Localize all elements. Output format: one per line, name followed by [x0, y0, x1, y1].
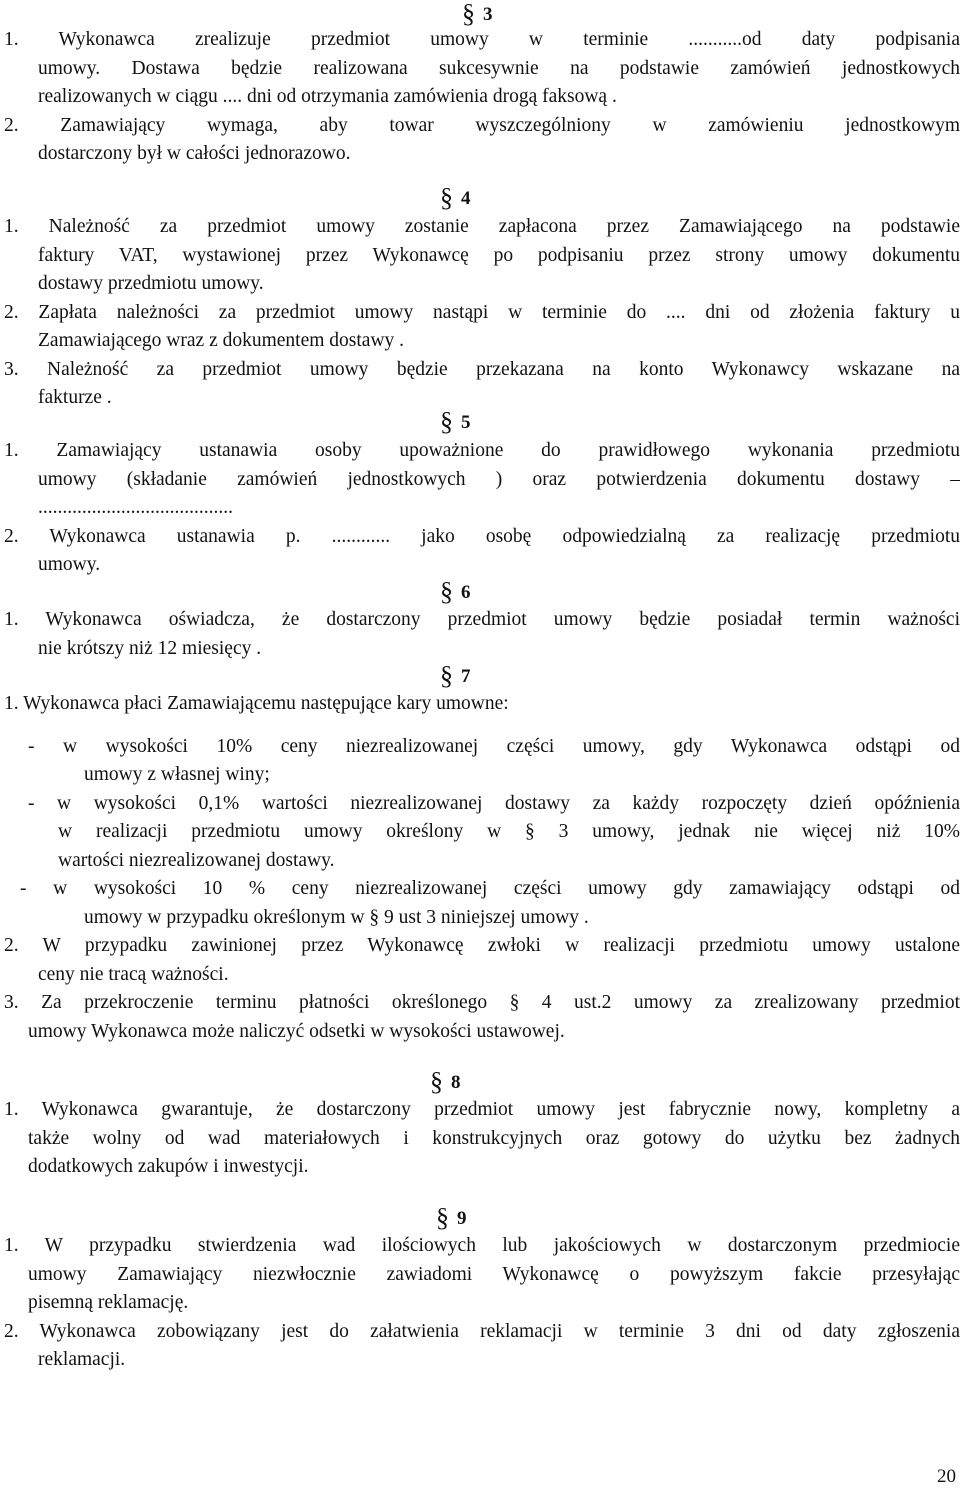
paragraph-line: umowy Zamawiający niezwłocznie zawiadomi Wykonawcę o powyższym fakcie przesyłając: [28, 1263, 960, 1285]
paragraph-line: 2. Wykonawca ustanawia p. ............ jako osobę odpowiedzialną za realizację przedmiotu: [4, 525, 960, 547]
paragraph-line: realizowanych w ciągu .... dni od otrzymania zamówienia drogą faksową .: [38, 86, 617, 107]
section-symbol: §: [440, 577, 453, 606]
paragraph-line: fakturze .: [38, 387, 112, 408]
paragraph-line: 1. Wykonawca zrealizuje przedmiot umowy w terminie ...........od daty podpisania: [4, 29, 960, 50]
paragraph-line: 2. Zapłata należności za przedmiot umowy nastąpi w terminie do .... dni od złożenia faktury u: [4, 301, 960, 323]
section-6-body: [0, 606, 960, 663]
section-symbol: §: [430, 1067, 443, 1096]
section-symbol: §: [462, 0, 475, 28]
paragraph-line: także wolny od wad materiałowych i konstrukcyjnych oraz gotowy do użytku bez żadnych: [28, 1127, 960, 1149]
paragraph-line: 1. Wykonawca płaci Zamawiającemu następujące kary umowne:: [4, 693, 509, 714]
section-number: 6: [461, 582, 471, 603]
paragraph-line: 2. W przypadku zawinionej przez Wykonawcę zwłoki w realizacji przedmiotu umowy ustalone: [4, 935, 960, 956]
section-number: 3: [483, 4, 493, 25]
section-symbol: §: [440, 183, 453, 212]
page-number: 20: [937, 1466, 956, 1487]
section-symbol: §: [440, 407, 453, 436]
paragraph-line: - w wysokości 10% ceny niezrealizowanej części umowy, gdy Wykonawca odstąpi od: [28, 735, 960, 757]
paragraph-line: ceny nie tracą ważności.: [38, 963, 229, 985]
paragraph-line: 1. Należność za przedmiot umowy zostanie zapłacona przez Zamawiającego na podstawie: [4, 216, 960, 237]
paragraph-line: umowy w przypadku określonym w § 9 ust 3 niniejszej umowy .: [84, 906, 589, 928]
section-5-body: [0, 437, 960, 580]
paragraph-line: dostarczony był w całości jednorazowo.: [38, 143, 351, 164]
paragraph-line: umowy (składanie zamówień jednostkowych ) oraz potwierdzenia dokumentu dostawy –: [38, 468, 960, 490]
section-heading-4: [0, 183, 960, 212]
paragraph-line: - w wysokości 10 % ceny niezrealizowanej części umowy gdy zamawiający odstąpi od: [20, 878, 960, 899]
section-symbol: §: [440, 661, 453, 690]
section-number: 9: [457, 1208, 467, 1229]
paragraph-line: 1. W przypadku stwierdzenia wad ilościowych lub jakościowych w dostarczonym przedmiocie: [4, 1235, 960, 1256]
paragraph-line: umowy Wykonawca może naliczyć odsetki w wysokości ustawowej.: [28, 1020, 565, 1042]
section-8-body: [0, 1096, 960, 1182]
section-heading-5: [0, 407, 960, 436]
paragraph-line: Zamawiającego wraz z dokumentem dostawy .: [38, 330, 405, 351]
paragraph-line: 1. Wykonawca gwarantuje, że dostarczony przedmiot umowy jest fabrycznie nowy, kompletny a: [4, 1099, 960, 1120]
section-heading-6: [0, 577, 960, 606]
paragraph-line: 2. Zamawiający wymaga, aby towar wyszczególniony w zamówieniu jednostkowym: [4, 114, 960, 136]
paragraph-line: dodatkowych zakupów i inwestycji.: [28, 1156, 309, 1177]
paragraph-line: nie krótszy niż 12 miesięcy .: [38, 637, 262, 659]
section-number: 4: [461, 188, 471, 209]
paragraph-line: 2. Wykonawca zobowiązany jest do załatwienia reklamacji w terminie 3 dni od daty zgłoszenia: [4, 1320, 960, 1342]
section-3-body: [0, 26, 960, 169]
paragraph-line: ........................................: [38, 497, 233, 518]
paragraph-line: umowy. Dostawa będzie realizowana sukcesywnie na podstawie zamówień jednostkowych: [38, 57, 960, 79]
paragraph-line: 1. Zamawiający ustanawia osoby upoważnione do prawidłowego wykonania przedmiotu: [4, 440, 960, 461]
section-number: 8: [451, 1072, 461, 1093]
section-9-body: [0, 1232, 960, 1375]
section-heading-9: [0, 1203, 960, 1232]
paragraph-line: umowy.: [38, 554, 101, 575]
paragraph-line: 3. Za przekroczenie terminu płatności określonego § 4 ust.2 umowy za zrealizowany przedmiot: [4, 992, 960, 1013]
section-heading-7: [0, 661, 960, 690]
section-symbol: §: [436, 1203, 449, 1232]
section-heading-3: [0, 2, 960, 27]
section-4-body: [0, 213, 960, 413]
section-7-body: [0, 690, 960, 1046]
section-number: 5: [461, 412, 471, 433]
paragraph-line: faktury VAT, wystawionej przez Wykonawcę po podpisaniu przez strony umowy dokumentu: [38, 244, 960, 266]
paragraph-line: umowy z własnej winy;: [84, 764, 270, 785]
paragraph-line: w realizacji przedmiotu umowy określony w § 3 umowy, jednak nie więcej niż 10%: [58, 821, 960, 842]
paragraph-line: 1. Wykonawca oświadcza, że dostarczony przedmiot umowy będzie posiadał termin ważności: [4, 609, 960, 630]
section-heading-8: [0, 1067, 960, 1096]
paragraph-line: pisemną reklamację.: [28, 1292, 189, 1313]
section-number: 7: [461, 666, 471, 687]
paragraph-line: - w wysokości 0,1% wartości niezrealizowanej dostawy za każdy rozpoczęty dzień opóźnienia: [28, 792, 960, 814]
paragraph-line: dostawy przedmiotu umowy.: [38, 273, 264, 294]
paragraph-line: 3. Należność za przedmiot umowy będzie przekazana na konto Wykonawcy wskazane na: [4, 358, 960, 380]
paragraph-line: reklamacji.: [38, 1349, 126, 1370]
paragraph-line: wartości niezrealizowanej dostawy.: [58, 849, 335, 871]
